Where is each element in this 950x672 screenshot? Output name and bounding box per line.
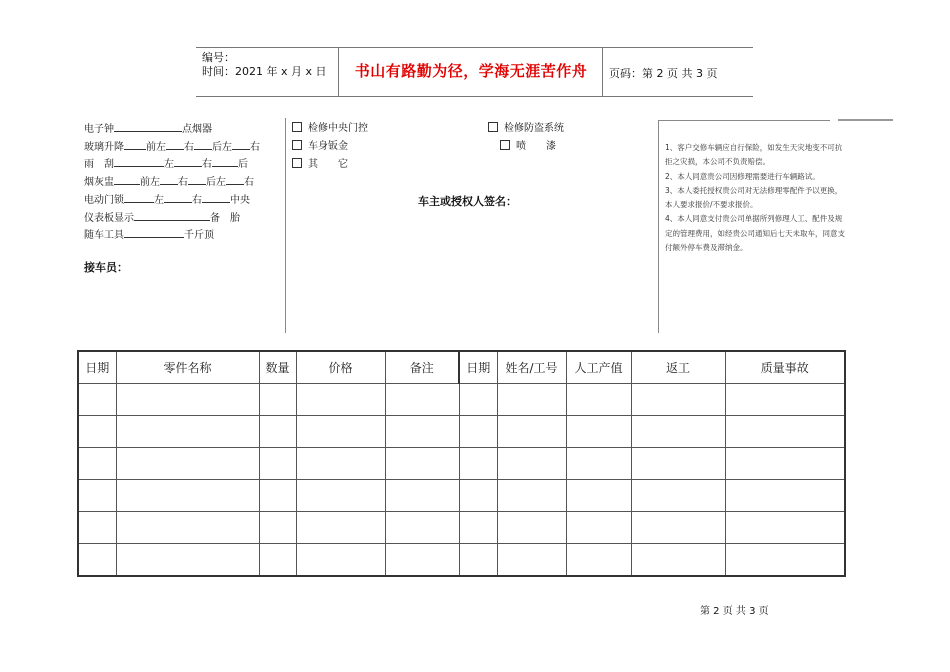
table-cell[interactable]: [459, 512, 497, 544]
checkbox[interactable]: [292, 158, 302, 168]
table-cell[interactable]: [259, 512, 296, 544]
table-cell[interactable]: [459, 416, 497, 448]
table-cell[interactable]: [725, 416, 845, 448]
item-label: 前左: [140, 177, 160, 188]
table-header-row: [78, 351, 845, 384]
table-cell[interactable]: [497, 480, 566, 512]
option-anti-theft[interactable]: [488, 122, 564, 136]
table-cell[interactable]: [385, 384, 459, 416]
option-label: 喷 漆: [516, 141, 556, 152]
table-cell[interactable]: [725, 480, 845, 512]
table-cell[interactable]: [259, 448, 296, 480]
table-cell[interactable]: [385, 480, 459, 512]
table-cell[interactable]: [259, 480, 296, 512]
table-cell[interactable]: [116, 480, 259, 512]
table-cell[interactable]: [725, 384, 845, 416]
fill-blank[interactable]: [212, 157, 238, 167]
table-cell[interactable]: [631, 512, 725, 544]
table-cell[interactable]: [497, 448, 566, 480]
table-cell[interactable]: [296, 384, 385, 416]
table-cell[interactable]: [78, 512, 116, 544]
table-cell[interactable]: [296, 480, 385, 512]
header-top-rule: [196, 47, 753, 48]
table-cell[interactable]: [566, 448, 631, 480]
fill-blank[interactable]: [124, 228, 184, 238]
table-cell[interactable]: [459, 480, 497, 512]
item-label: 仪表板显示: [84, 213, 134, 224]
table-cell[interactable]: [631, 544, 725, 577]
option-body-sheet[interactable]: [292, 140, 348, 154]
col-header-quality-incident: 质量事故: [725, 351, 845, 384]
table-cell[interactable]: [296, 448, 385, 480]
fill-blank[interactable]: [124, 140, 146, 150]
item-label: 左: [164, 159, 174, 170]
col-header-name-id: 姓名/工号: [497, 351, 566, 384]
checklist-item: [84, 211, 240, 226]
option-label: 其 它: [308, 159, 348, 170]
table-cell[interactable]: [78, 480, 116, 512]
checkbox[interactable]: [500, 140, 510, 150]
table-row: [78, 512, 845, 544]
checklist-item: [84, 228, 214, 243]
fill-blank[interactable]: [232, 140, 250, 150]
table-cell[interactable]: [259, 416, 296, 448]
fill-blank[interactable]: [166, 140, 184, 150]
checklist-item: [84, 157, 248, 172]
item-label: 左: [154, 195, 164, 206]
table-cell[interactable]: [566, 416, 631, 448]
fill-blank[interactable]: [194, 140, 212, 150]
option-central-lock[interactable]: [292, 122, 368, 136]
header-divider: [338, 47, 339, 96]
fill-blank[interactable]: [114, 122, 182, 132]
fill-blank[interactable]: [114, 175, 140, 185]
item-label: 右: [250, 142, 260, 153]
repair-table: [77, 350, 846, 577]
table-cell[interactable]: [566, 480, 631, 512]
notes-top-rule: [658, 120, 830, 121]
table-cell[interactable]: [459, 448, 497, 480]
table-cell[interactable]: [497, 416, 566, 448]
fill-blank[interactable]: [226, 175, 244, 185]
checklist-item: [84, 175, 254, 190]
note-item: 1、客户交修车辆应自行保险，如发生天灾地变不可抗拒之灾损，本公司不负责赔偿。: [665, 143, 843, 167]
table-row: [78, 416, 845, 448]
option-label: 检修中央门控: [308, 123, 368, 134]
owner-signature-label: 车主或授权人签名：: [418, 195, 517, 208]
item-label: 电动门锁: [84, 195, 124, 206]
table-cell[interactable]: [459, 544, 497, 577]
table-cell[interactable]: [116, 544, 259, 577]
number-label: 编号：: [202, 51, 235, 64]
item-label: 后左: [206, 177, 226, 188]
table-cell[interactable]: [566, 384, 631, 416]
note-item: 3、本人委托授权贵公司对无法修理零配件予以更换，本人要求报价/不要求报价。: [665, 185, 843, 210]
table-cell[interactable]: [116, 448, 259, 480]
receiver-label: 接车员：: [84, 261, 128, 274]
checklist-item: [84, 193, 250, 208]
col-header-price: 价格: [296, 351, 385, 384]
section-divider: [285, 118, 286, 333]
table-cell[interactable]: [116, 416, 259, 448]
table-cell[interactable]: [259, 384, 296, 416]
option-paint[interactable]: [500, 140, 556, 154]
table-row: [78, 448, 845, 480]
table-cell[interactable]: [497, 544, 566, 577]
table-cell[interactable]: [385, 416, 459, 448]
header-bottom-rule: [196, 96, 753, 97]
table-row: [78, 384, 845, 416]
checkbox[interactable]: [292, 140, 302, 150]
section-divider: [658, 120, 659, 333]
item-label: 右: [244, 177, 254, 188]
note-item: 2、本人同意贵公司因修理需要进行车辆路试。: [665, 171, 820, 181]
motto: 书山有路勤为径，学海无涯苦作舟: [354, 62, 588, 80]
table-cell[interactable]: [725, 544, 845, 577]
page-label: 页码：第 2 页 共 3 页: [609, 67, 718, 80]
table-cell[interactable]: [459, 384, 497, 416]
col-header-labor-value: 人工产值: [566, 351, 631, 384]
item-label: 备 胎: [210, 213, 240, 224]
table-cell[interactable]: [566, 512, 631, 544]
fill-blank[interactable]: [124, 193, 154, 203]
item-label: 右: [202, 159, 212, 170]
table-cell[interactable]: [78, 416, 116, 448]
table-cell[interactable]: [296, 416, 385, 448]
item-label: 烟灰盅: [84, 177, 114, 188]
table-cell[interactable]: [725, 448, 845, 480]
time-label: 时间：2021 年 x 月 x 日: [202, 65, 327, 78]
col-header-date-2: 日期: [459, 351, 497, 384]
table-cell[interactable]: [725, 512, 845, 544]
table-cell[interactable]: [497, 384, 566, 416]
fill-blank[interactable]: [188, 175, 206, 185]
table-cell[interactable]: [631, 480, 725, 512]
table-cell[interactable]: [385, 448, 459, 480]
item-label: 随车工具: [84, 230, 124, 241]
table-cell[interactable]: [78, 384, 116, 416]
table-row: [78, 544, 845, 577]
col-header-part-name: 零件名称: [116, 351, 259, 384]
item-label: 右: [192, 195, 202, 206]
item-label: 玻璃升降: [84, 142, 124, 153]
table-cell[interactable]: [78, 544, 116, 577]
col-header-rework: 返工: [631, 351, 725, 384]
checklist-item: [84, 140, 260, 155]
col-header-remark: 备注: [385, 351, 459, 384]
item-label: 前左: [146, 142, 166, 153]
table-cell[interactable]: [566, 544, 631, 577]
option-other[interactable]: [292, 158, 348, 172]
item-label: 右: [178, 177, 188, 188]
checklist-item: [84, 122, 212, 137]
fill-blank[interactable]: [174, 157, 202, 167]
table-cell[interactable]: [631, 384, 725, 416]
notes-corner-rule: [838, 119, 893, 121]
item-label: 后: [238, 159, 248, 170]
item-label: 千斤顶: [184, 230, 214, 241]
item-label: 电子钟: [84, 124, 114, 135]
item-label: 点烟器: [182, 124, 212, 135]
item-label: 中央: [230, 195, 250, 206]
table-cell[interactable]: [116, 512, 259, 544]
item-label: 雨 刮: [84, 159, 114, 170]
table-row: [78, 480, 845, 512]
item-label: 后左: [212, 142, 232, 153]
checkbox[interactable]: [292, 122, 302, 132]
table-cell[interactable]: [259, 544, 296, 577]
table-cell[interactable]: [78, 448, 116, 480]
fill-blank[interactable]: [160, 175, 178, 185]
table-cell[interactable]: [296, 512, 385, 544]
col-header-quantity: 数量: [259, 351, 296, 384]
fill-blank[interactable]: [202, 193, 230, 203]
footer-page-number: 第 2 页 共 3 页: [700, 606, 769, 617]
item-label: 右: [184, 142, 194, 153]
note-item: 4、本人同意支付贵公司单据所列修理人工、配件及规定的管理费用，如经贵公司通知后七天未取车，同意支付额外停车费及滞纳金。: [665, 214, 845, 253]
terms-notes: [665, 141, 845, 255]
option-label: 车身钣金: [308, 141, 348, 152]
col-header-date: 日期: [78, 351, 116, 384]
checkbox[interactable]: [488, 122, 498, 132]
table-cell[interactable]: [385, 544, 459, 577]
fill-blank[interactable]: [164, 193, 192, 203]
table-cell[interactable]: [296, 544, 385, 577]
table-cell[interactable]: [497, 512, 566, 544]
table-cell[interactable]: [116, 384, 259, 416]
table-cell[interactable]: [631, 448, 725, 480]
table-cell[interactable]: [385, 512, 459, 544]
header-divider: [602, 47, 603, 96]
table-cell[interactable]: [631, 416, 725, 448]
option-label: 检修防盗系统: [504, 123, 564, 134]
fill-blank[interactable]: [134, 211, 210, 221]
fill-blank[interactable]: [114, 157, 164, 167]
